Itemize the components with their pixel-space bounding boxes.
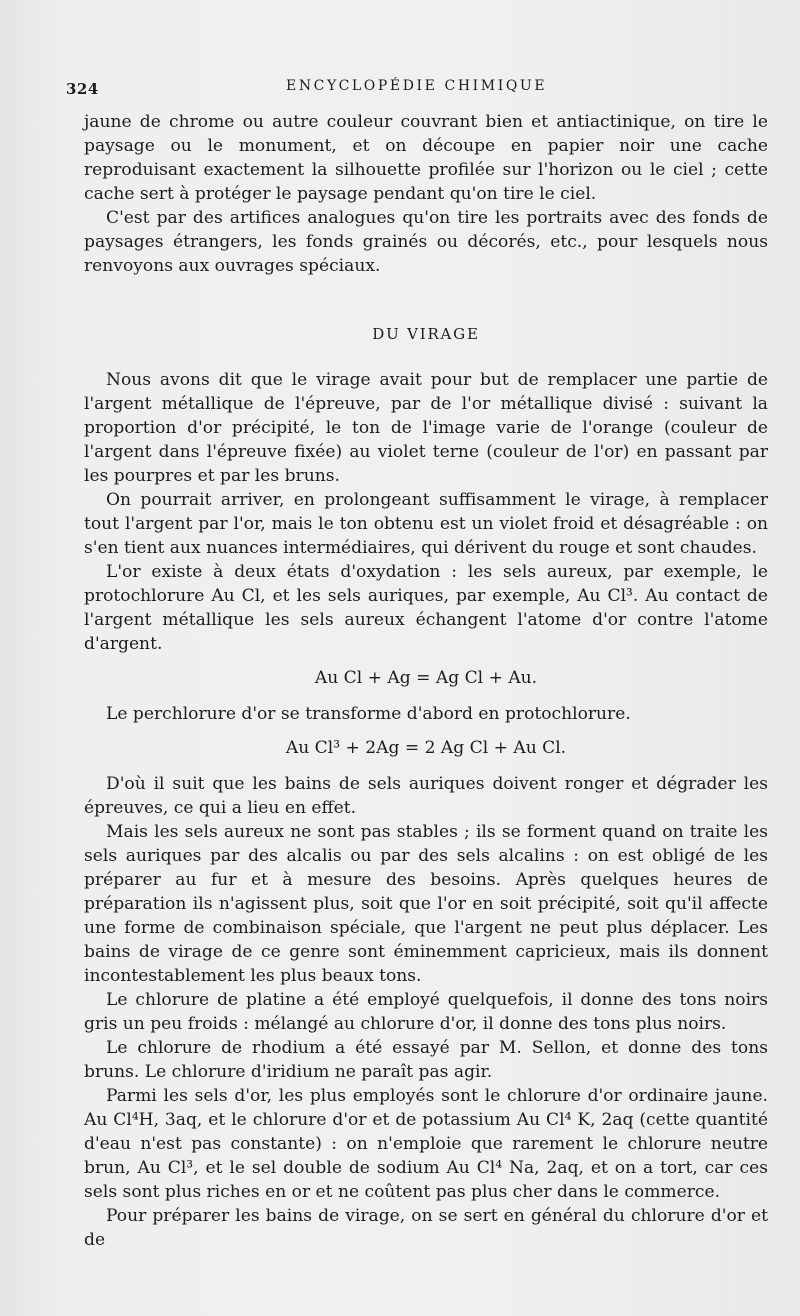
running-head [66,74,760,100]
paragraph: Pour préparer les bains de virage, on se sert en général du chlorure d'or et de [84,1206,768,1250]
paragraph: Parmi les sels d'or, les plus employés sont le chlorure d'or ordinaire jaune. Au Cl⁴H, 3aq, et le chlorure d'or et de potassium Au Cl⁴ K, 2aq (cette quantité d'eau n'est pas constante) : on n'emploie que rarement le chlorure neutre brun, Au Cl³, et le sel double de sodium Au Cl⁴ Na, 2aq, et on a tort, car ces sels sont plus riches en or et ne coûtent pas plus cher dans le commerce. [84,1086,768,1202]
page-number: 324 [66,80,99,98]
running-title: ENCYCLOPÉDIE CHIMIQUE [286,78,548,94]
paragraph: Le chlorure de platine a été employé quelquefois, il donne des tons noirs gris un peu froids : mélangé au chlorure d'or, il donne des tons plus noirs. [84,990,768,1034]
paragraph: Mais les sels aureux ne sont pas stables ; ils se forment quand on traite les sels auriques par des alcalis ou par des sels alcalins : on est obligé de les préparer au fur et à mesure des besoins. Après quelques heures de préparation ils n'agissent plus, soit que l'or en soit précipité, soit qu'il affecte une forme de combinaison spéciale, que l'argent ne peut plus déplacer. Les bains de virage de ce genre sont éminemment capricieux, mais ils donnent incontestablement les plus beaux tons. [84,822,768,986]
paragraph: D'où il suit que les bains de sels auriques doivent ronger et dégrader les épreuves, ce qui a lieu en effet. [84,774,768,818]
paragraph: Nous avons dit que le virage avait pour but de remplacer une partie de l'argent métallique de l'épreuve, par de l'or métallique divisé : suivant la proportion d'or précipité, le ton de l'image varie de l'orange (couleur de l'argent dans l'épreuve fixée) au violet terne (couleur de l'or) en passant par les pourpres et par les bruns. [84,370,768,486]
paragraph: L'or existe à deux états d'oxydation : les sels aureux, par exemple, le protochlorure Au Cl, et les sels auriques, par exemple, Au Cl³. Au contact de l'argent métallique les sels aureux échangent l'atome d'or contre l'atome d'argent. [84,562,768,654]
paragraph: On pourrait arriver, en prolongeant suffisamment le virage, à remplacer tout l'argent par l'or, mais le ton obtenu est un violet froid et désagréable : on s'en tient aux nuances intermédiaires, qui dérivent du rouge et sont chaudes. [84,490,768,558]
equation: Au Cl³ + 2Ag = 2 Ag Cl + Au Cl. [285,738,567,758]
section-heading: DU VIRAGE [372,325,480,343]
equation: Au Cl + Ag = Ag Cl + Au. [314,668,538,688]
paragraph: jaune de chrome ou autre couleur couvrant bien et antiactinique, on tire le paysage ou le monument, et on découpe en papier noir une cache reproduisant exactement la silhouette profilée sur l'horizon ou le ciel ; cette cache sert à protéger le paysage pendant qu'on tire le ciel. [84,112,768,204]
paragraph: Le perchlorure d'or se transforme d'abord en protochlorure. [106,704,631,724]
paragraph: C'est par des artifices analogues qu'on tire les portraits avec des fonds de paysages étrangers, les fonds grainés ou décorés, etc., pour lesquels nous renvoyons aux ouvrages spéciaux. [84,208,768,276]
body-text [84,110,768,1252]
paragraph: Le chlorure de rhodium a été essayé par M. Sellon, et donne des tons bruns. Le chlorure d'iridium ne paraît pas agir. [84,1038,768,1082]
